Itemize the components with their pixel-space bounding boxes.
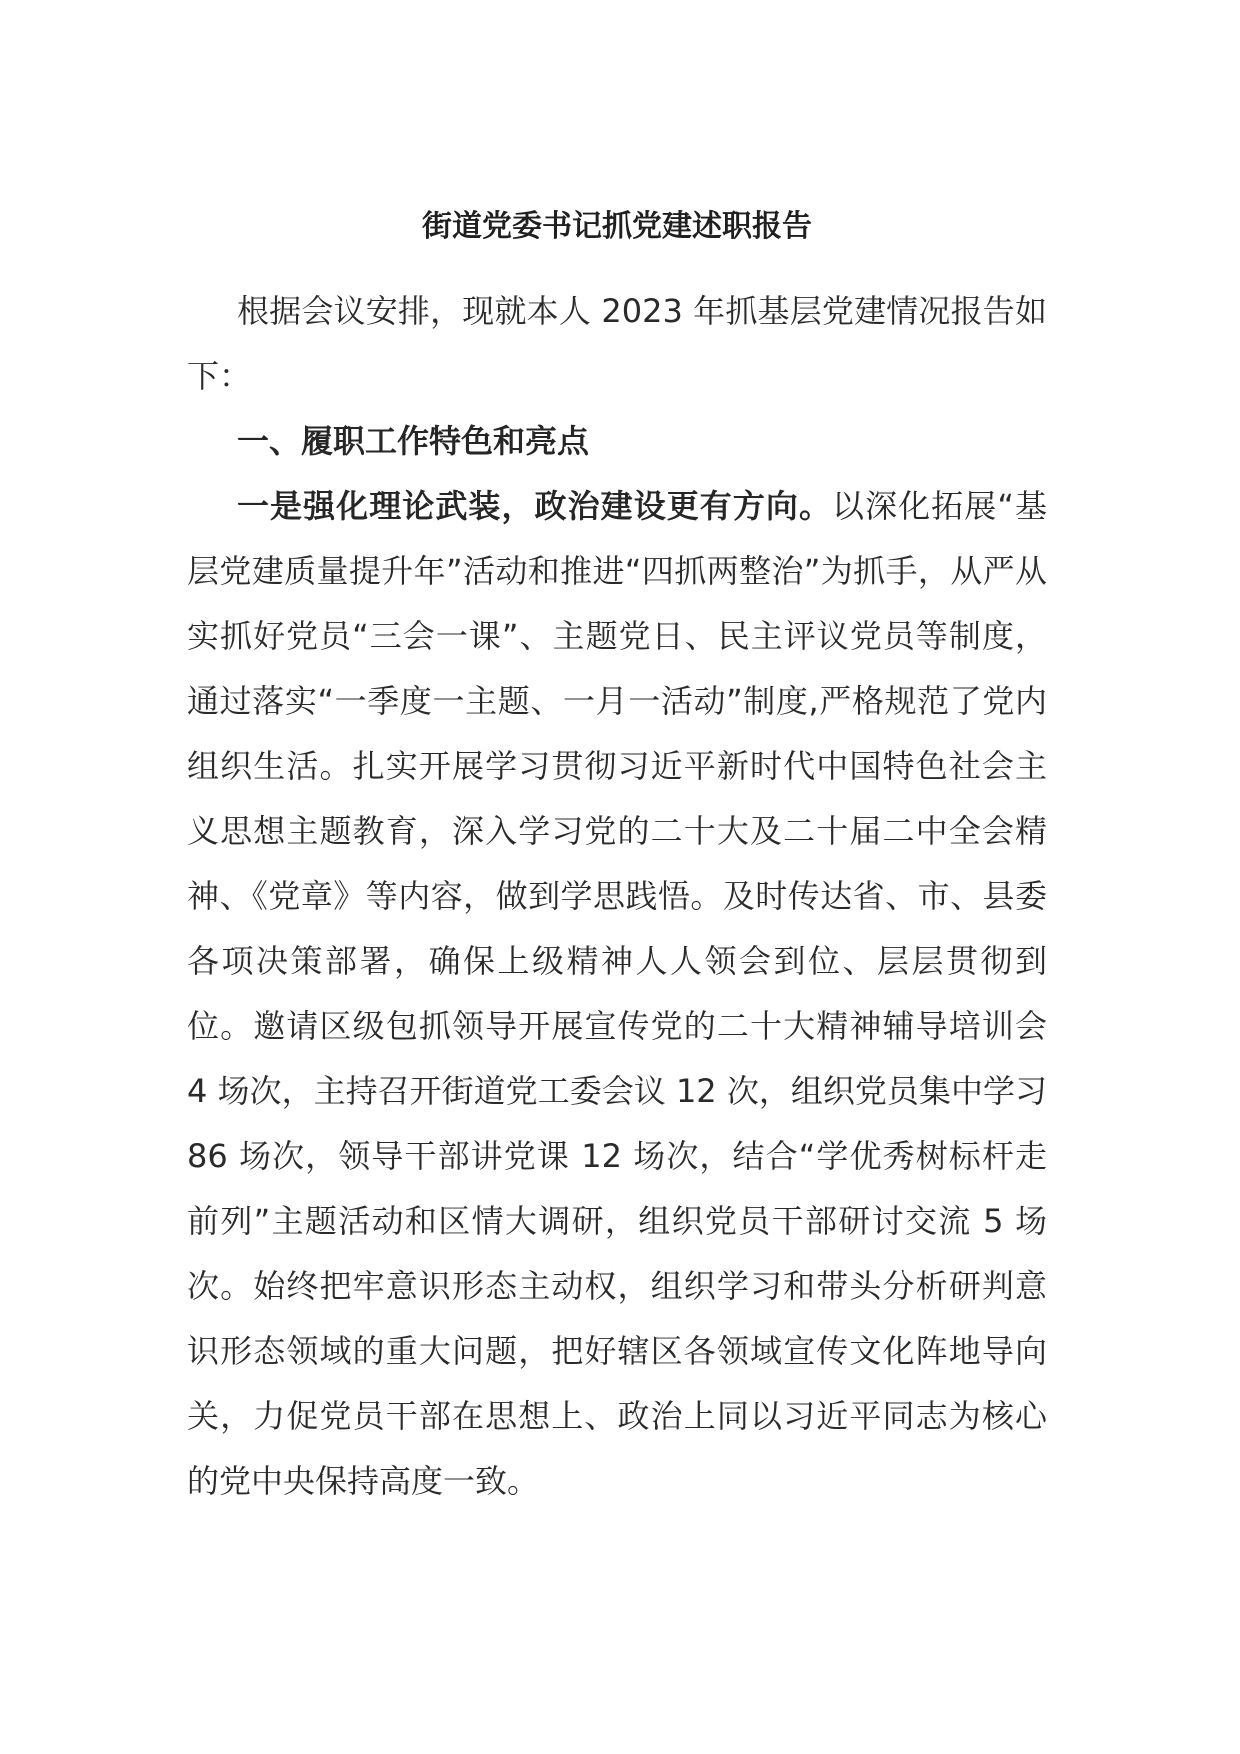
intro-paragraph: 根据会议安排，现就本人 2023 年抓基层党建情况报告如下： <box>187 292 1047 395</box>
paragraph-lead: 一是强化理论武装，政治建设更有方向。 <box>237 487 833 525</box>
section-heading: 一、履职工作特色和亮点 <box>237 422 590 460</box>
paragraph-body: 以深化拓展“基层党建质量提升年”活动和推进“四抓两整治”为抓手，从严从实抓好党员“三会一课”、主题党日、民主评议党员等制度，通过落实“一季度一主题、一月一活动”制度,严格规范了党内组织生活。扎实开展学习贯彻习近平新时代中国特色社会主义思想主题教育，深入学习党的二十大及二十届二中全会精神、《党章》等内容，做到学思践悟。及时传达省、市、县委各项决策部署，确保上级精神人人领会到位、层层贯彻到位。邀请区级包抓领导开展宣传党的二十大精神辅导培训会 4 场次，主持召开街道党工委会议 12 次，组织党员集中学习 86 场次，领导干部讲党课 12 场次，结合“学优秀树标杆走前列”主题活动和区情大调研，组织党员干部研讨交流 5 场次。始终把牢意识形态主动权，组织学习和带头分析研判意识形态领域的重大问题，把好辖区各领域宣传文化阵地导向关，力促党员干部在思想上、政治上同以习近平同志为核心的党中央保持高度一致。 <box>187 487 1047 1500</box>
body-paragraph-1 <box>187 474 1047 1514</box>
document-page <box>187 205 1047 1514</box>
document-title: 街道党委书记抓党建述职报告 <box>422 209 812 244</box>
